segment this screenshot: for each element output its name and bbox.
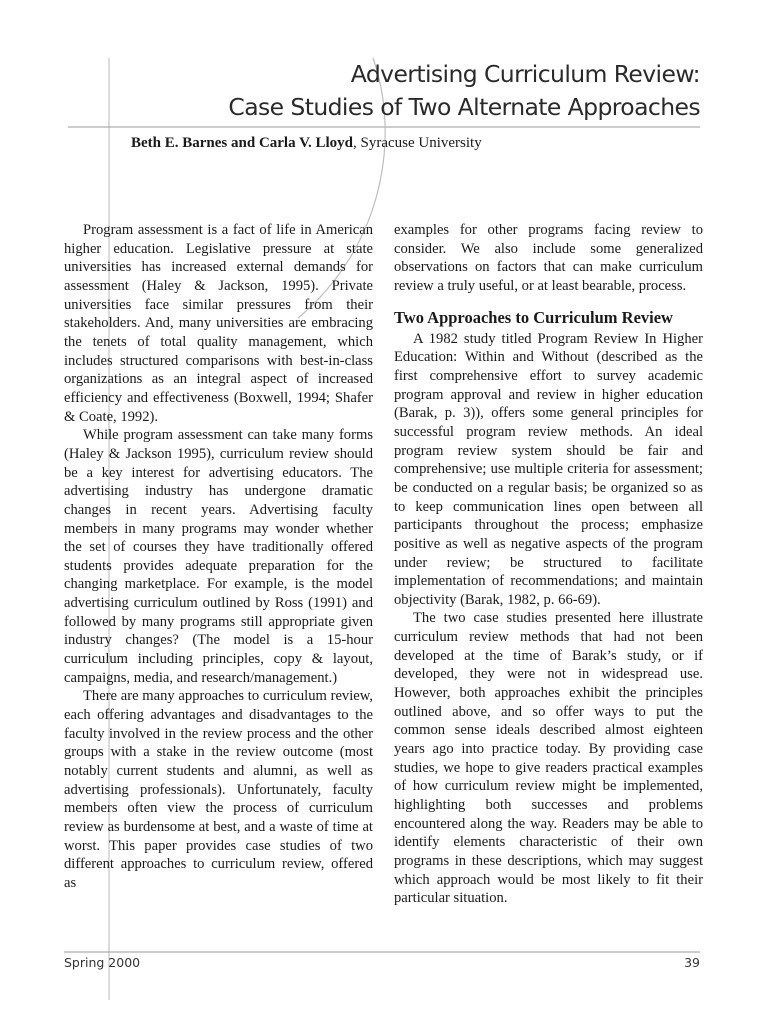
footer-issue: Spring 2000: [64, 955, 141, 970]
left-column: [64, 221, 373, 893]
byline-affiliation: , Syracuse University: [353, 135, 482, 151]
section-heading: Two Approaches to Curriculum Review: [394, 307, 673, 327]
byline: [131, 135, 482, 152]
paragraph-2: While program assessment can take many forms (Haley & Jackson 1995), curriculum review should be a key interest for advertising educators. The advertising industry has undergone dramatic changes in recent years. Advertising faculty members in many programs may wonder whether the set of courses they have traditionally offered students provides adequate preparation for the changing marketplace. For example, is the model advertising curriculum outlined by Ross (1991) and followed by many programs still appropriate given industry changes? (The model is a 15-hour curriculum including principles, copy & layout, campaigns, media, and research/management.): [64, 427, 373, 686]
article-title: [228, 58, 700, 124]
title-line-1: Advertising Curriculum Review:: [350, 60, 700, 88]
byline-authors: Beth E. Barnes and Carla V. Lloyd: [131, 135, 353, 151]
paragraph-3: There are many approaches to curriculum review, each offering advantages and disadvantages to the faculty involved in the review process and the other groups with a stake in the review outcome (most notably current students and alumni, as well as advertising professionals). Unfortunately, faculty members often view the process of curriculum review as burdensome at best, and a waste of time at worst. This paper provides case studies of two different approaches to curriculum review, offered as: [64, 688, 373, 891]
paragraph-6: The two case studies presented here illustrate curriculum review methods that had not been developed at the time of Barak’s study, or if developed, they were not in widespread use. However, both approaches exhibit the principles outlined above, and so offer ways to put the common sense ideals described almost eighteen years ago into practice today. By providing case studies, we hope to give readers practical examples of how curriculum review might be implemented, highlighting both successes and problems encountered along the way. Readers may be able to identify elements characteristic of their own programs in these descriptions, which may suggest which approach would be most likely to fit their particular situation.: [394, 610, 703, 907]
paragraph-5: A 1982 study titled Program Review In Higher Education: Within and Without (described as the first comprehensive effort to survey academic program approval and review in higher education (Barak, p. 3)), offers some general principles for successful program review methods. An ideal program review system should be fair and comprehensive; use multiple criteria for assessment; be conducted on a regular basis; be organized so as to keep communication lines open between all participants throughout the process; emphasize positive as well as negative aspects of the program under review; be structured to facilitate implementation of recommendations; and maintain objectivity (Barak, 1982, p. 66-69).: [394, 330, 703, 608]
footer-page-number: 39: [684, 955, 700, 970]
paragraph-4: examples for other programs facing review to consider. We also include some generalized observations on factors that can make curriculum review a truly useful, or at least bearable, process.: [394, 222, 703, 294]
paragraph-1: Program assessment is a fact of life in American higher education. Legislative pressure at state universities has increased external demands for assessment (Haley & Jackson, 1995). Private universities face similar pressures from their stakeholders. And, many universities are embracing the tenets of total quality management, which includes structured comparisons with best-in-class organizations as an integral aspect of increased efficiency and effectiveness (Boxwell, 1994; Shafer & Coate, 1992).: [64, 222, 373, 425]
title-line-2: Case Studies of Two Alternate Approaches: [228, 93, 700, 121]
right-column: [394, 221, 703, 908]
